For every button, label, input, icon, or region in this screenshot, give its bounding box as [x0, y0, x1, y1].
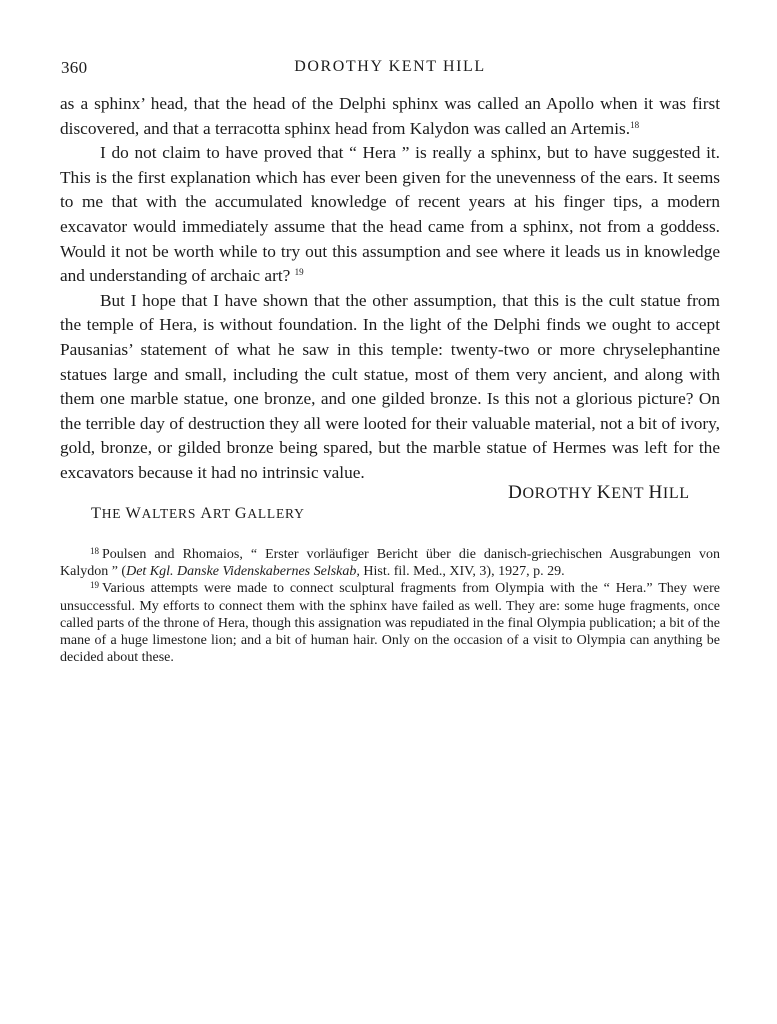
author-signature: DOROTHY KENT HILL: [508, 482, 690, 503]
footnote-19: $^{19}$ Various attempts were made to connect sculptural fragments from Olympia with the “ Hera.” They were unsuccessful. My efforts to connect them with the sphinx have failed as well. They are: some huge fragments, once called parts of the throne of Hera, though this assignation was repudiated in the final Olympia publication; a bit of the mane of a huge limestone lion; and a bit of human hair. Only on the occasion of a visit to Olympia can anything be decided about these.: [60, 580, 720, 666]
paragraph-3: [60, 289, 720, 486]
paragraph-2-text: I do not claim to have proved that “ Hera ” is really a sphinx, but to have suggested it. This is the first explanation which has ever been given for the unevenness of the ears. It seems to me that with the accumulated knowledge of recent years at his finger tips, a modern excavator would immediately assume that the head came from a sphinx, not from a goddess. Would it not be worth while to try out this assumption and see where it leads us in knowledge and understanding of archaic art?: [60, 143, 720, 286]
note-ref-19: 19: [294, 267, 304, 278]
running-head: [60, 58, 720, 80]
paragraph-2: [60, 141, 720, 289]
paragraph-1-text: as a sphinx’ head, that the head of the Delphi sphinx was called an Apollo when it was first discovered, and that a terracotta sphinx head from Kalydon was called an Artemis.: [60, 94, 720, 138]
author-affiliation: THE WALTERS ART GALLERY: [91, 504, 305, 522]
footnote-18: $^{18}$ Poulsen and Rhomaios, “ Erster vorläufiger Bericht über die danisch-griechischen Ausgrabungen von Kalydon ” (Det Kgl. Danske Videnskabernes Selskab, Hist. fil. Med., XIV, 3), 1927, p. 29.: [60, 546, 720, 580]
footnotes: [60, 546, 720, 666]
footnote-19-number: 19: [90, 580, 99, 591]
paragraph-3-text: But I hope that I have shown that the other assumption, that this is the cult statue from the temple of Hera, is without foundation. In the light of the Delphi finds we ought to accept Pausanias’ statement of what he saw in this temple: twenty-two or more chryselephantine statues large and small, including the cult statue, most of them very ancient, and along with them one marble statue, one bronze, and one gilded bronze. Is this not a glorious picture? On the terrible day of destruction they all were looted for their valuable material, not a bit of ivory, gold, bronze, or gilded bronze being spared, but the marble statue of Hermes was left for the excavators because it had no intrinsic value.: [60, 290, 720, 482]
paragraph-1: [60, 92, 720, 141]
footnote-18-italic: Det Kgl. Danske Videnskabernes Selskab,: [126, 564, 360, 580]
running-title: DOROTHY KENT HILL: [294, 58, 486, 75]
body-text: [60, 92, 720, 486]
note-ref-18: 18: [630, 119, 640, 130]
footnote-18-number: 18: [90, 546, 99, 556]
page-number: 360: [61, 58, 88, 77]
